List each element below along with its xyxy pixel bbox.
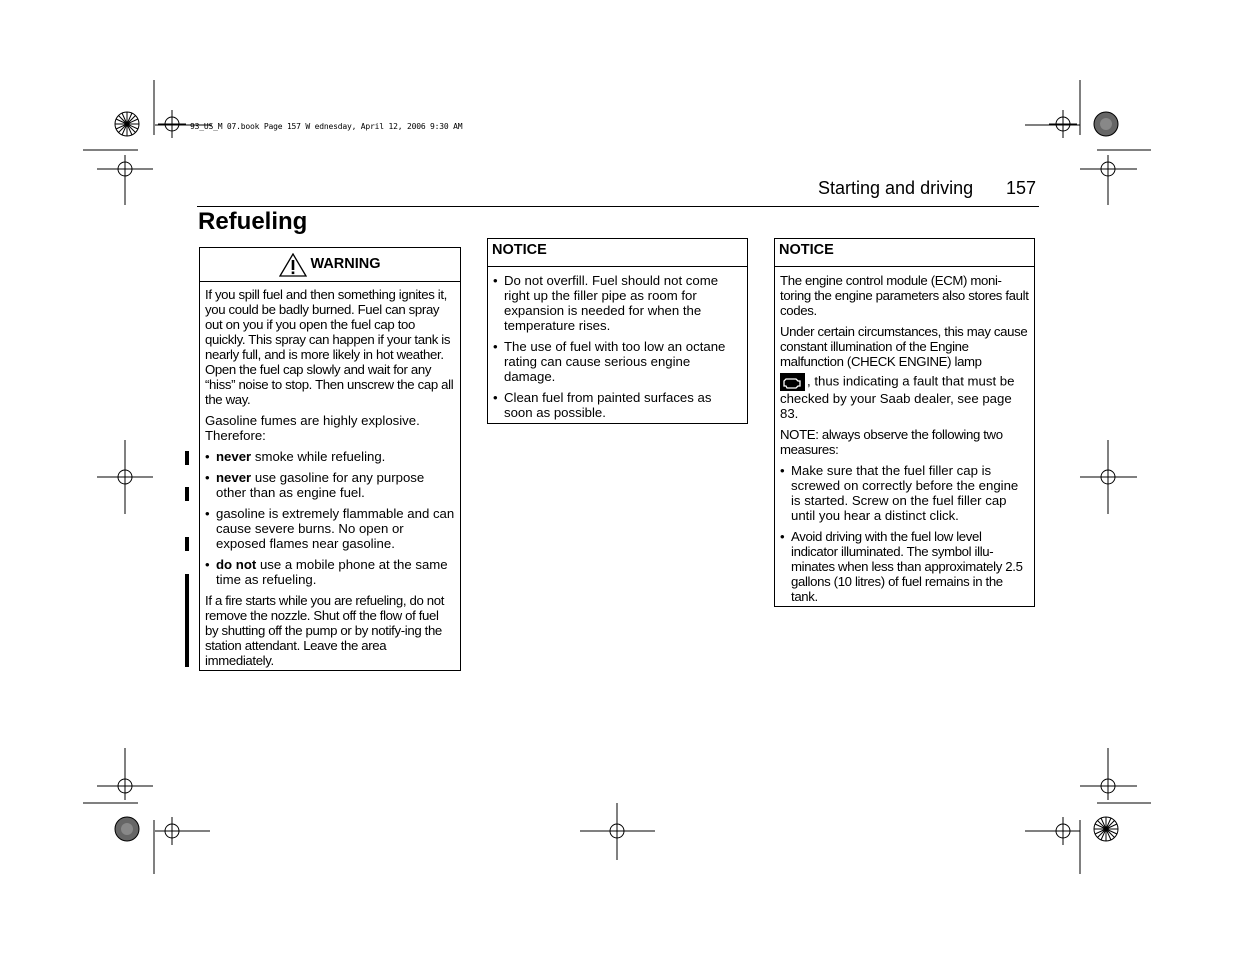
section-title: Starting and driving <box>818 178 974 198</box>
list-item-text: use a mobile phone at the same time as refueling. <box>216 557 448 587</box>
change-bar <box>185 451 189 465</box>
notice-list <box>780 463 1029 604</box>
warning-paragraph-1: If you spill fuel and then something ignites it, you could be badly burned. Fuel can spray out on you if you open the fuel cap too quickly. This spray can happen if your tank is nearly full, and is more likely in hot weather. Open the fuel cap slowly and wait for any “hiss” noise to stop. Then unscrew the cap all the way. <box>205 287 454 407</box>
list-item <box>205 449 455 464</box>
list-item <box>205 470 455 500</box>
change-bar <box>185 487 189 501</box>
list-item: • Make sure that the fuel filler cap is screwed on correctly before the engine is started. Screw on the fuel filler cap until you hear a distinct click. <box>780 463 1029 523</box>
notice-paragraph-2b-text: , thus indicating a fault that must be checked by your Saab dealer, see page 83. <box>780 373 1015 421</box>
page-title: Refueling <box>198 208 308 235</box>
notice-paragraph-2-text: Under certain circumstances, this may cause constant illumination of the Engine malfunction (CHECK ENGINE) lamp <box>780 324 1028 369</box>
change-bar <box>185 574 189 667</box>
change-bar <box>185 537 189 551</box>
notice-list <box>493 273 742 420</box>
notice-paragraph-2b <box>780 373 1029 421</box>
warning-paragraph-2: Gasoline fumes are highly explosive. Therefore: <box>205 413 420 443</box>
warning-header <box>200 248 460 282</box>
check-engine-lamp-icon <box>780 373 805 391</box>
notice-box-1 <box>487 238 748 424</box>
emphasis: never <box>216 449 252 464</box>
list-item: • Avoid driving with the fuel low level indicator illuminated. The symbol illu-minates when less than approximately 2.5 gallons (10 litres) of fuel remains in the tank. <box>780 529 1029 604</box>
page-number: 157 <box>1006 178 1037 198</box>
warning-list <box>205 449 455 587</box>
warning-box <box>199 247 461 671</box>
notice-box-2 <box>774 238 1035 607</box>
warning-paragraph-3: If a fire starts while you are refueling, do not remove the nozzle. Shut off the flow of fuel by shutting off the pump or by notify-ing the station attendant. Leave the area immediately. <box>205 593 445 668</box>
warning-label: WARNING <box>310 256 381 272</box>
list-item-text: gasoline is extremely flammable and can cause severe burns. No open or exposed flames near gasoline. <box>216 506 455 551</box>
notice-header: NOTICE <box>488 239 747 267</box>
list-item: • Clean fuel from painted surfaces as soon as possible. <box>493 390 742 420</box>
warning-triangle-icon <box>279 253 307 277</box>
list-item <box>205 506 455 551</box>
list-item <box>205 557 455 587</box>
list-item-text: use gasoline for any purpose other than as engine fuel. <box>216 470 425 500</box>
notice-header: NOTICE <box>775 239 1034 267</box>
list-item: • Do not overfill. Fuel should not come right up the filler pipe as room for expansion is needed for when the temperature rises. <box>493 273 742 333</box>
emphasis: never <box>216 470 252 485</box>
notice-paragraph-1: The engine control module (ECM) moni-toring the engine parameters also stores fault codes. <box>780 273 1029 318</box>
print-slug: 93_US_M 07.book Page 157 W ednesday, April 12, 2006 9:30 AM <box>190 122 463 131</box>
list-item: • The use of fuel with too low an octane rating can cause serious engine damage. <box>493 339 742 384</box>
emphasis: do not <box>216 557 257 572</box>
list-item-text: smoke while refueling. <box>251 449 386 464</box>
notice-paragraph-2 <box>780 324 1029 369</box>
header-rule <box>197 206 1039 207</box>
notice-paragraph-3: NOTE: always observe the following two measures: <box>780 427 1003 457</box>
